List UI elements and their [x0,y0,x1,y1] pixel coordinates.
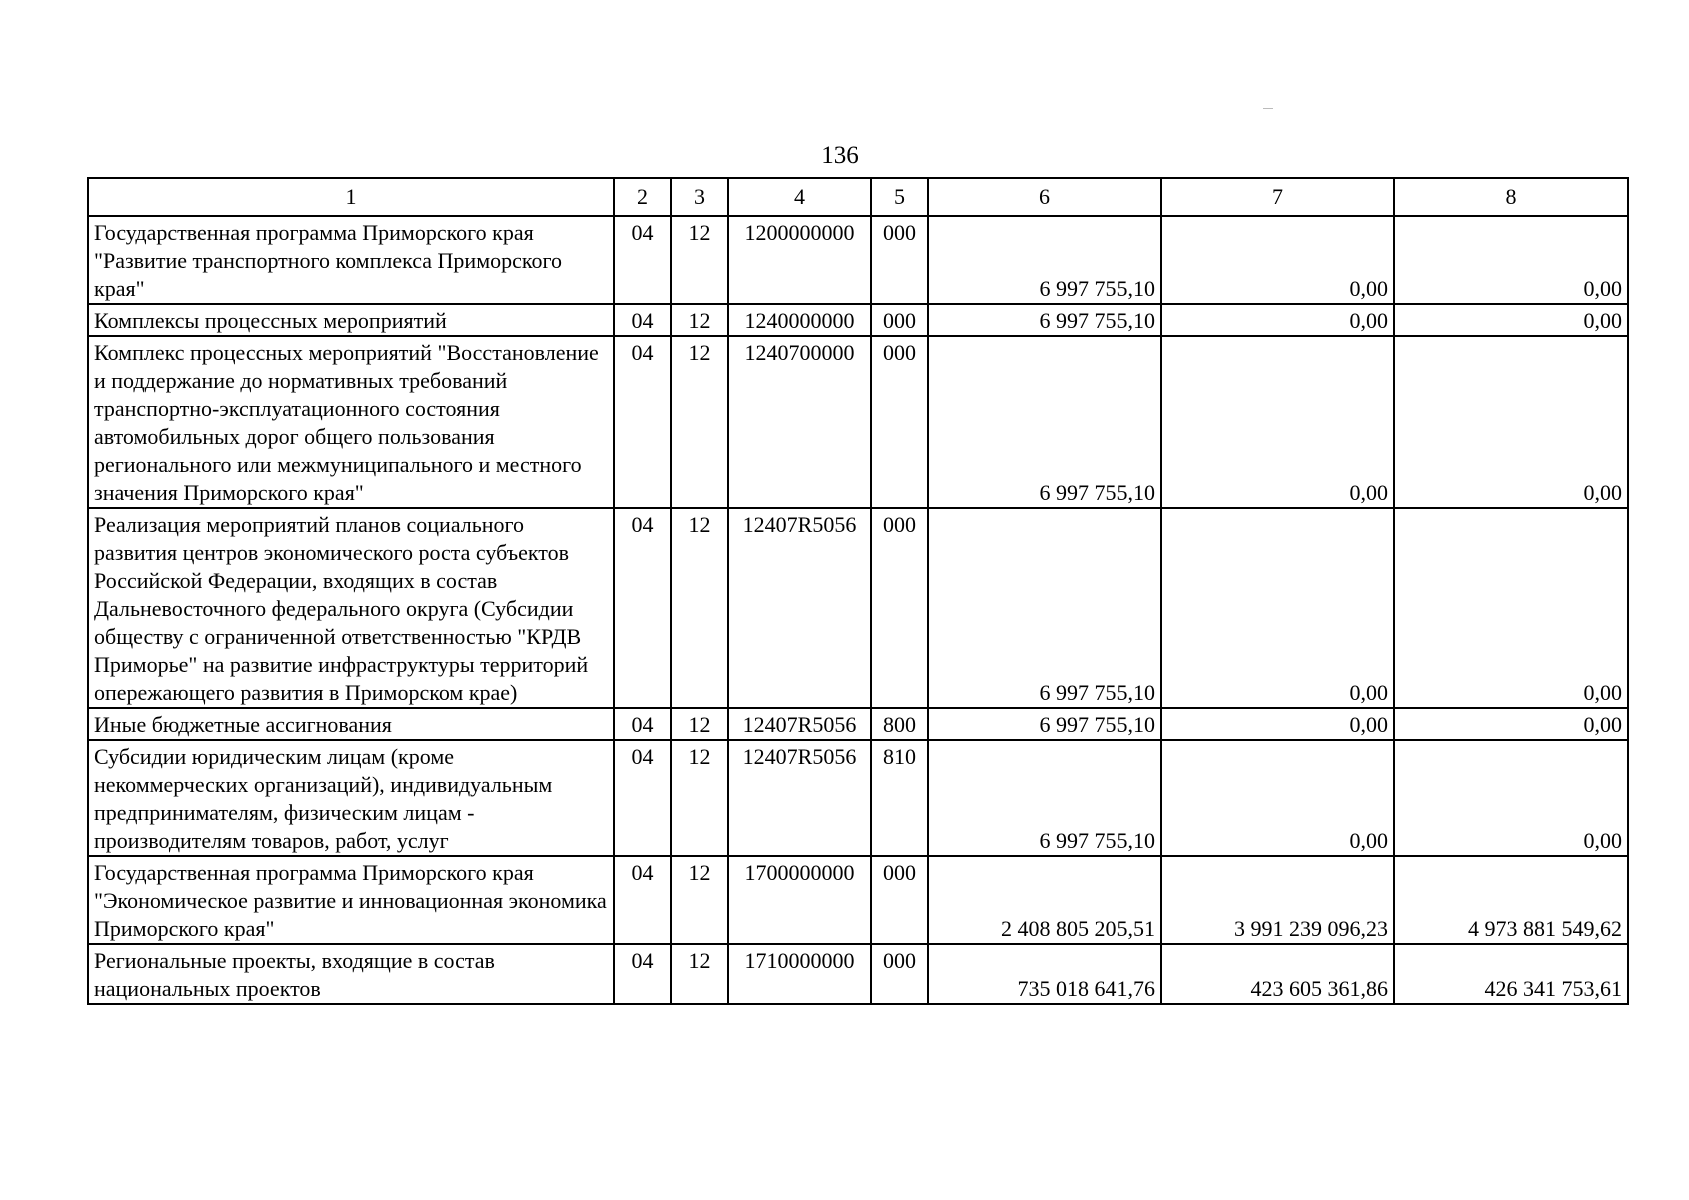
table-row [88,304,1628,336]
row-amount-7: 0,00 [1161,708,1394,740]
header-col-6: 6 [928,178,1161,216]
row-amount-8: 0,00 [1394,508,1628,708]
table-row [88,856,1628,944]
row-amount-6: 6 997 755,10 [928,336,1161,508]
row-expense-type: 810 [871,740,928,856]
row-name: Комплекс процессных мероприятий "Восстановление и поддержание до нормативных требований транспортно-эксплуатационного состояния автомобильных дорог общего пользования регионального или межмуниципального и местного значения Приморского края" [88,336,614,508]
table-row [88,336,1628,508]
row-section: 04 [614,508,671,708]
row-amount-6: 6 997 755,10 [928,508,1161,708]
row-section: 04 [614,304,671,336]
header-col-1: 1 [88,178,614,216]
row-target-article: 1240700000 [728,336,871,508]
row-subsection: 12 [671,708,728,740]
row-subsection: 12 [671,304,728,336]
row-target-article: 1200000000 [728,216,871,304]
row-amount-6: 6 997 755,10 [928,304,1161,336]
table-header-row [88,178,1628,216]
row-section: 04 [614,944,671,1004]
row-amount-6: 2 408 805 205,51 [928,856,1161,944]
row-subsection: 12 [671,856,728,944]
header-col-8: 8 [1394,178,1628,216]
row-expense-type: 000 [871,856,928,944]
row-name: Реализация мероприятий планов социального развития центров экономического роста субъектов Российской Федерации, входящих в состав Дальневосточного федерального округа (Субсидии обществу с ограниченной ответственностью "КРДВ Приморье" на развитие инфраструктуры территорий опережающего развития в Приморском крае) [88,508,614,708]
row-amount-6: 6 997 755,10 [928,740,1161,856]
row-amount-8: 426 341 753,61 [1394,944,1628,1004]
row-subsection: 12 [671,216,728,304]
row-expense-type: 000 [871,336,928,508]
row-expense-type: 000 [871,216,928,304]
row-amount-7: 0,00 [1161,508,1394,708]
row-amount-8: 0,00 [1394,708,1628,740]
row-expense-type: 800 [871,708,928,740]
row-target-article: 1710000000 [728,944,871,1004]
row-name: Комплексы процессных мероприятий [88,304,614,336]
row-amount-8: 0,00 [1394,740,1628,856]
row-subsection: 12 [671,740,728,856]
row-section: 04 [614,740,671,856]
table-row [88,508,1628,708]
header-col-2: 2 [614,178,671,216]
row-amount-7: 0,00 [1161,336,1394,508]
row-target-article: 12407R5056 [728,740,871,856]
row-target-article: 1240000000 [728,304,871,336]
table-row [88,740,1628,856]
row-amount-6: 6 997 755,10 [928,708,1161,740]
header-col-7: 7 [1161,178,1394,216]
row-amount-7: 423 605 361,86 [1161,944,1394,1004]
row-amount-8: 4 973 881 549,62 [1394,856,1628,944]
row-expense-type: 000 [871,944,928,1004]
budget-table [87,177,1629,1005]
row-amount-7: 3 991 239 096,23 [1161,856,1394,944]
table-row [88,944,1628,1004]
page-number: 136 [821,142,859,169]
row-amount-8: 0,00 [1394,336,1628,508]
row-subsection: 12 [671,508,728,708]
header-col-3: 3 [671,178,728,216]
row-name: Региональные проекты, входящие в состав национальных проектов [88,944,614,1004]
header-col-4: 4 [728,178,871,216]
table-row [88,708,1628,740]
row-amount-8: 0,00 [1394,304,1628,336]
row-section: 04 [614,856,671,944]
row-amount-6: 735 018 641,76 [928,944,1161,1004]
row-expense-type: 000 [871,508,928,708]
row-section: 04 [614,336,671,508]
row-amount-8: 0,00 [1394,216,1628,304]
scan-artifact [1263,108,1273,109]
row-name: Государственная программа Приморского края "Развитие транспортного комплекса Приморского края" [88,216,614,304]
row-target-article: 12407R5056 [728,708,871,740]
header-col-5: 5 [871,178,928,216]
row-name: Субсидии юридическим лицам (кроме некоммерческих организаций), индивидуальным предпринимателям, физическим лицам - производителям товаров, работ, услуг [88,740,614,856]
row-amount-7: 0,00 [1161,740,1394,856]
row-target-article: 12407R5056 [728,508,871,708]
row-expense-type: 000 [871,304,928,336]
row-subsection: 12 [671,944,728,1004]
row-amount-7: 0,00 [1161,304,1394,336]
row-amount-6: 6 997 755,10 [928,216,1161,304]
row-section: 04 [614,216,671,304]
row-name: Государственная программа Приморского края "Экономическое развитие и инновационная экономика Приморского края" [88,856,614,944]
row-name: Иные бюджетные ассигнования [88,708,614,740]
row-section: 04 [614,708,671,740]
table-row [88,216,1628,304]
row-target-article: 1700000000 [728,856,871,944]
row-subsection: 12 [671,336,728,508]
row-amount-7: 0,00 [1161,216,1394,304]
